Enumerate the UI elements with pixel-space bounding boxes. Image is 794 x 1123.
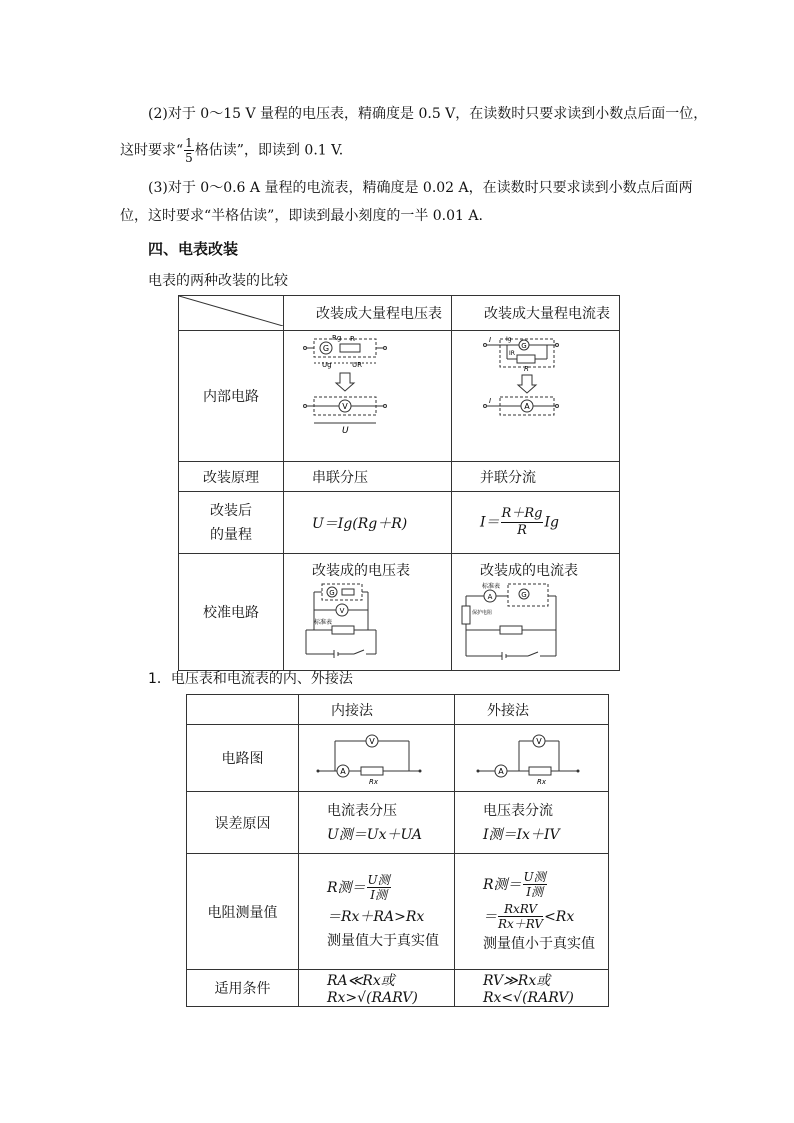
table1-caption: 电表的两种改装的比较: [148, 273, 288, 289]
current-conversion-diagram: [452, 331, 619, 457]
inner-diagram-cell: [299, 725, 455, 792]
paragraph-3-line-2: 位，这时要求“半格估读”，即读到最小刻度的一半 0.01 A.: [120, 208, 483, 224]
measure-inner-eq2: ＝Rx＋RA>Rx: [327, 908, 425, 925]
calib-g-2: G: [521, 591, 527, 599]
diagonal-line: [179, 296, 283, 326]
range-current-num: R＋Rg: [501, 506, 543, 521]
blank-header-cell: [187, 695, 299, 725]
ug-label: Ug: [322, 361, 332, 369]
current-calibration-diagram: [452, 580, 619, 666]
row-label-error: 误差原因: [187, 792, 299, 854]
inner-rx: Rx: [369, 778, 379, 786]
one-fifth-fraction: [184, 136, 194, 165]
header-outer: 外接法: [455, 695, 609, 725]
header-current: 改装成大量程电流表: [452, 296, 620, 331]
paragraph-2-line-1: (2)对于 0～15 V 量程的电压表，精确度是 0.5 V，在读数时只要求读到小数点后面一位，: [148, 106, 708, 122]
row-label-condition: 适用条件: [187, 970, 299, 1007]
row-label-calibration: 校准电路: [179, 554, 284, 671]
calib-protect: 保护电阻: [472, 610, 493, 616]
v-symbol: V: [342, 402, 348, 411]
i-label: I: [489, 336, 492, 344]
current-internal-circuit: [452, 331, 620, 462]
i-label-2: I: [489, 397, 492, 405]
principle-current: 并联分流: [452, 462, 620, 492]
measure-outer-eq2-rhs: <Rx: [544, 908, 575, 925]
header-voltage: 改装成大量程电压表: [284, 296, 452, 331]
measure-inner-den: I测: [370, 888, 387, 902]
measure-outer-eq2-den: Rx＋RV: [498, 917, 544, 931]
ir-label: IR: [509, 350, 515, 357]
calibration-current: [452, 554, 620, 671]
error-inner-text: 电流表分压: [327, 802, 397, 819]
measure-inner-num: U测: [367, 873, 390, 887]
calibration-voltage: [284, 554, 452, 671]
paragraph-2-text-pre: 这时要求“: [120, 142, 184, 159]
row-label-diagram: 电路图: [187, 725, 299, 792]
g-symbol: G: [322, 344, 330, 353]
error-outer-text: 电压表分流: [483, 802, 553, 819]
ur-label: UR: [352, 361, 362, 369]
measure-outer: [455, 854, 609, 970]
measure-outer-note: 测量值小于真实值: [483, 935, 595, 952]
measure-inner: [299, 854, 455, 970]
header-inner: 内接法: [299, 695, 455, 725]
meter-connection-table: [186, 694, 609, 1007]
range-label-line2: 的量程: [210, 526, 252, 543]
error-outer: [455, 792, 609, 854]
range-current-den: R: [517, 523, 527, 538]
voltage-internal-circuit: [284, 331, 452, 462]
range-current: [452, 492, 620, 554]
voltage-calibration-diagram: [284, 580, 451, 666]
calibration-voltage-title: 改装成的电压表: [312, 563, 410, 579]
measure-outer-formula: [483, 868, 608, 902]
error-inner: [299, 792, 455, 854]
calib-g: G: [329, 589, 335, 597]
r-label: R: [350, 335, 355, 343]
row-label-range: [179, 492, 284, 554]
measure-outer-lhs: R测＝: [483, 876, 522, 893]
outer-diagram-cell: [455, 725, 609, 792]
paragraph-2-text-post: 格估读”，即读到 0.1 V.: [194, 142, 344, 159]
row-label-measure: 电阻测量值: [187, 854, 299, 970]
rg-label: Rg: [332, 334, 342, 342]
diagonal-header-cell: [179, 296, 284, 331]
range-label-line1: 改装后: [210, 502, 252, 519]
calib-a: A: [487, 593, 493, 601]
measure-outer-fraction: [523, 870, 547, 899]
outer-a: A: [498, 767, 504, 776]
row-label-principle: 改装原理: [179, 462, 284, 492]
fraction-numerator: 1: [185, 136, 193, 150]
range-voltage: U＝Ig(Rg＋R): [284, 492, 452, 554]
error-outer-equation: I测＝Ix＋IV: [483, 826, 560, 843]
ig-label: Ig: [506, 336, 512, 343]
condition-inner: RA≪Rx或Rx>√(RARV): [299, 970, 455, 1007]
meter-conversion-table: [178, 295, 620, 671]
calibration-current-title: 改装成的电流表: [480, 563, 578, 579]
g-symbol-2: G: [521, 342, 527, 350]
measure-inner-formula: [327, 871, 454, 905]
measure-inner-lhs: R测＝: [327, 879, 366, 896]
calib-std-ammeter: 标准表: [482, 583, 501, 590]
outer-rx: Rx: [537, 778, 547, 786]
condition-outer: RV≫Rx或Rx<√(RARV): [455, 970, 609, 1007]
section-heading: 四、电表改装: [148, 240, 239, 258]
fraction-denominator: 5: [185, 151, 193, 165]
measure-outer-eq2-fraction: [498, 902, 543, 931]
range-current-fraction: [501, 506, 544, 539]
inner-v: V: [369, 737, 375, 746]
voltage-conversion-diagram: [284, 331, 451, 457]
r-label-2: R: [524, 365, 529, 373]
outer-connection-diagram: [455, 725, 608, 787]
calib-v: V: [339, 607, 345, 615]
measure-outer-num: U测: [523, 870, 546, 884]
row-label-circuit: 内部电路: [179, 331, 284, 462]
principle-voltage: 串联分压: [284, 462, 452, 492]
error-inner-equation: U测＝Ux＋UA: [327, 826, 422, 843]
a-symbol: A: [524, 402, 530, 411]
calib-std-voltmeter: 标准表: [314, 619, 333, 626]
paragraph-2-line-2: [120, 136, 680, 165]
range-current-lhs: I＝: [480, 514, 500, 531]
measure-outer-den: I测: [526, 885, 543, 899]
measure-inner-note: 测量值大于真实值: [327, 932, 439, 949]
range-current-rhs: Ig: [544, 514, 559, 531]
u-label: U: [342, 426, 349, 436]
inner-a: A: [340, 767, 346, 776]
inner-connection-diagram: [299, 725, 454, 787]
paragraph-3-line-1: (3)对于 0～0.6 A 量程的电流表，精确度是 0.02 A，在读数时只要求读到小数点后面两: [148, 180, 693, 196]
outer-v: V: [536, 737, 542, 746]
section-1-title: 1．电压表和电流表的内、外接法: [148, 671, 353, 687]
measure-outer-eq2: ＝ $\frac{\text{RxRV}}{Rx+RV}$ <Rx: [483, 902, 575, 931]
measure-inner-fraction: [367, 873, 391, 902]
measure-outer-eq2-num: RxRV: [498, 902, 543, 917]
